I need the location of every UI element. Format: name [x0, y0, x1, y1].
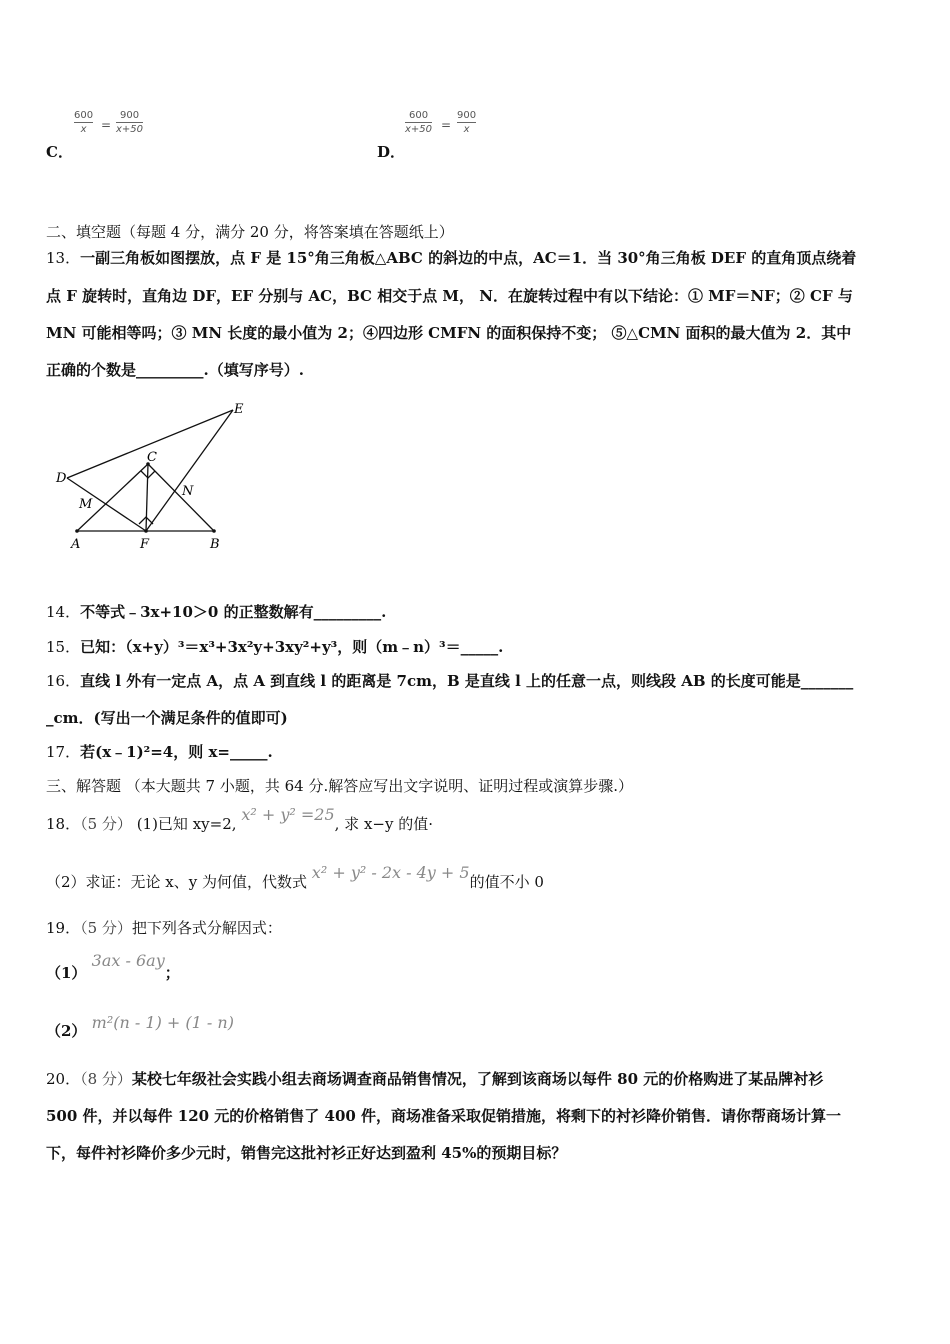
q19-part1-math: 3ax - 6ay	[91, 951, 165, 970]
q19-part2: （2） m²(n - 1) + (1 - n)	[46, 1013, 234, 1040]
section2-title: 二、填空题（每题 4 分，满分 20 分，将答案填在答题纸上）	[46, 223, 454, 241]
segment-cf	[146, 464, 148, 531]
label-f: F	[140, 537, 150, 552]
label-d: D	[56, 471, 67, 486]
option-d-label: D．	[377, 143, 406, 161]
label-c: C	[147, 450, 157, 465]
q18-part2: （2）求证：无论 x、y 为何值，代数式 x² + y² - 2x - 4y + 5的值不小 0	[46, 863, 544, 891]
option-d-fraction-left: 600 x+50	[405, 110, 433, 135]
q19-header: 19．（5 分）把下列各式分解因式：	[46, 919, 282, 937]
q18-part2-math: x² + y² - 2x - 4y + 5	[311, 863, 470, 882]
q18-part1-math: x² + y² =25	[241, 805, 335, 824]
label-a: A	[71, 537, 81, 552]
q20-line2: 500 件，并以每件 120 元的价格销售了 400 件，商场准备采取促销措施，将剩下的衬衫降价销售．请你帮商场计算一	[46, 1107, 842, 1125]
option-c-fraction-right: 900 x+50	[116, 110, 144, 135]
question-17: 17．若(x﹣1)²=4，则 x=_____.	[46, 743, 273, 761]
q16-line1: 16．直线 l 外有一定点 A，点 A 到直线 l 的距离是 7cm，B 是直线 l 上的任意一点，则线段 AB 的长度可能是_______	[46, 672, 854, 690]
segment-cb	[148, 464, 214, 531]
option-c-equals: =	[101, 118, 112, 132]
option-c-fraction-left: 600 x	[74, 110, 94, 135]
label-b: B	[210, 537, 220, 552]
option-c-label: C．	[46, 143, 73, 161]
label-n: N	[182, 484, 194, 499]
question-14: 14．不等式﹣3x+10＞0 的正整数解有_________.	[46, 603, 387, 621]
option-d-equals: =	[441, 118, 452, 132]
q20-line1: 20．（8 分）某校七年级社会实践小组去商场调查商品销售情况，了解到该商场以每件 80 元的价格购进了某品牌衬衫	[46, 1070, 824, 1088]
q13-line2: 点 F 旋转时，直角边 DF，EF 分别与 AC，BC 相交于点 M， N．在旋转过程中有以下结论：① MF＝NF；② CF 与	[46, 287, 853, 305]
q13-line3: MN 可能相等吗；③ MN 长度的最小值为 2；④四边形 CMFN 的面积保持不变； ⑤△CMN 面积的最大值为 2．其中	[46, 324, 852, 342]
label-e: E	[234, 402, 244, 417]
q13-figure	[50, 398, 250, 556]
q18-part1: 18．（5 分） (1)已知 xy=2, x² + y² =25, 求 x−y 的值·	[46, 805, 433, 833]
q13-line4: 正确的个数是_________.（填写序号）.	[46, 361, 304, 379]
label-m: M	[79, 497, 93, 512]
q19-part1: （1） 3ax - 6ay；	[46, 951, 180, 982]
option-d-fraction-right: 900 x	[457, 110, 477, 135]
q19-part2-math: m²(n - 1) + (1 - n)	[91, 1013, 234, 1032]
q16-line2: _cm．(写出一个满足条件的值即可)	[46, 709, 288, 727]
point-b	[212, 529, 216, 533]
point-a	[75, 529, 79, 533]
section3-title: 三、解答题 （本大题共 7 小题，共 64 分.解答应写出文字说明、证明过程或演算步骤.）	[46, 777, 634, 795]
point-f	[144, 529, 148, 533]
question-15: 15．已知：（x+y）³＝x³+3x²y+3xy²+y³，则（m﹣n）³＝_____.	[46, 638, 504, 656]
q20-line3: 下，每件衬衫降价多少元时，销售完这批衬衫正好达到盈利 45%的预期目标？	[46, 1144, 567, 1162]
q13-line1: 13．一副三角板如图摆放，点 F 是 15°角三角板△ABC 的斜边的中点，AC＝1．当 30°角三角板 DEF 的直角顶点绕着	[46, 249, 857, 267]
